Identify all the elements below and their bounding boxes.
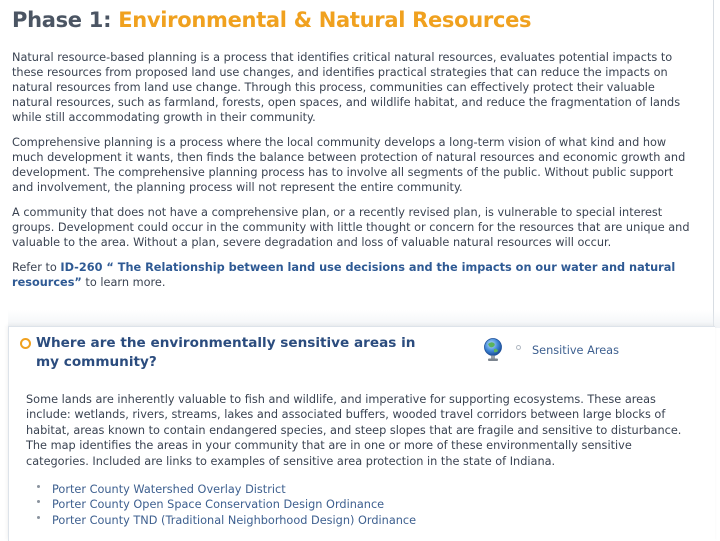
- intro-paragraph: A community that does not have a comprehensive plan, or a recently revised plan, is vulnerable to special interest groups. Development could occur in the community with little thought or concern for the resources that are unique and valuable to the area. Without a plan, severe degradation and loss of valuable natural resources will occur.: [12, 206, 690, 249]
- question-bullet-icon: [20, 338, 31, 349]
- sensitive-areas-bullet: [516, 345, 521, 350]
- phase-label: Phase 1:: [12, 8, 112, 32]
- link-watershed-overlay[interactable]: Porter County Watershed Overlay District: [36, 482, 416, 497]
- refer-paragraph: [12, 260, 692, 290]
- question-body: Some lands are inherently valuable to fish and wildlife, and imperative for supporting ecosystems. These areas include: wetlands, rivers, streams, lakes and associated buffers, wooded travel corridors between large blocks of habitat, areas known to contain endangered species, and steep slopes that are fragile and sensitive to disturbance. The map identifies the areas in your community that are in one or more of these environmentally sensitive categories. Included are links to examples of sensitive area protection in the state of Indiana.: [26, 393, 682, 468]
- example-links-list: [36, 482, 416, 528]
- link-open-space-ordinance[interactable]: Porter County Open Space Conservation Design Ordinance: [36, 497, 416, 512]
- refer-suffix: to learn more.: [81, 276, 166, 289]
- page-title: [12, 8, 531, 32]
- link-tnd-ordinance[interactable]: Porter County TND (Traditional Neighborhood Design) Ordinance: [36, 513, 416, 528]
- intro-section: [12, 50, 692, 300]
- refer-prefix: Refer to: [12, 261, 61, 274]
- globe-icon[interactable]: [483, 337, 503, 363]
- sensitive-areas-link[interactable]: Sensitive Areas: [532, 344, 619, 357]
- phase-topic: Environmental & Natural Resources: [118, 8, 532, 32]
- id-260-link[interactable]: ID-260 “ The Relationship between land use decisions and the impacts on our water and natural resources”: [12, 261, 676, 289]
- question-heading[interactable]: Where are the environmentally sensitive areas in my community?: [36, 335, 416, 370]
- intro-paragraph: Comprehensive planning is a process where the local community develops a long-term vision of what kind and how much development it wants, then finds the balance between protection of natural resources and economic growth and development. The comprehensive planning process has to involve all segments of the public. Without public support and involvement, the planning process will not represent the entire community.: [12, 136, 686, 194]
- intro-paragraph: Natural resource-based planning is a process that identifies critical natural resources, evaluates potential impacts to these resources from proposed land use changes, and identifies practical strategies that can reduce the impacts on natural resources from land use change. Through this process, communities can effectively protect their valuable natural resources, such as farmland, forests, open spaces, and wildlife habitat, and reduce the fragmentation of lands while still accommodating growth in their community.: [12, 51, 681, 124]
